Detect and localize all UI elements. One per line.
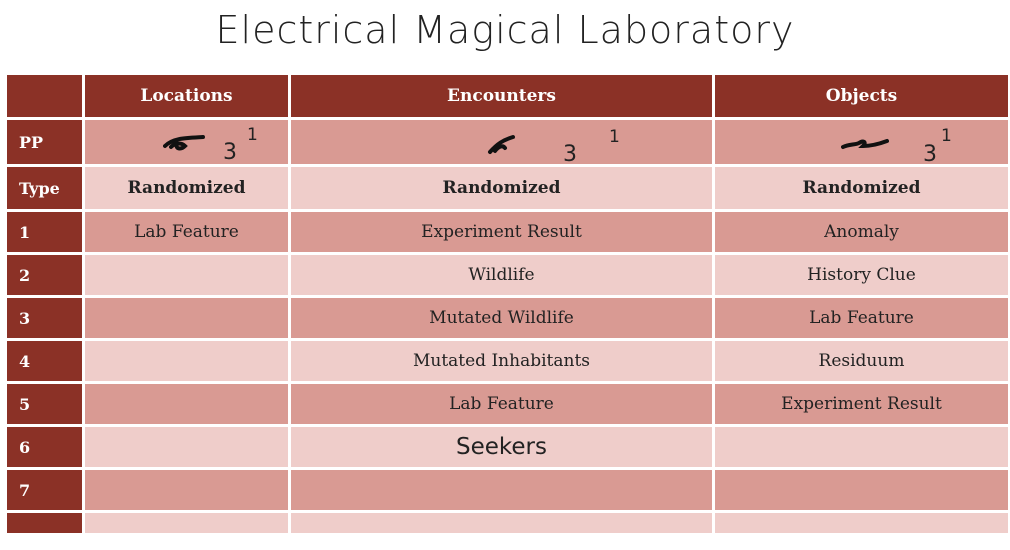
- locations-cell: [84, 512, 290, 535]
- objects-cell: Experiment Result: [714, 383, 1010, 426]
- crossed-out-scribble: [163, 134, 209, 152]
- encounters-header: Encounters: [290, 74, 714, 119]
- table-row: [6, 426, 1010, 469]
- pp-value: 3: [563, 142, 577, 166]
- type-label: Type: [6, 166, 84, 211]
- objects-type-cell: Randomized: [714, 166, 1010, 211]
- row-number: 5: [6, 383, 84, 426]
- pp-row: [6, 119, 1010, 166]
- objects-cell: [714, 469, 1010, 512]
- encounters-type-cell: Randomized: [290, 166, 714, 211]
- header-row: [6, 74, 1010, 119]
- page-title: Electrical Magical Laboratory: [215, 8, 795, 52]
- locations-pp-cell: [84, 119, 290, 166]
- pp-superscript: 1: [609, 127, 620, 147]
- table-row: [6, 297, 1010, 340]
- row-number: 4: [6, 340, 84, 383]
- table-row: [6, 254, 1010, 297]
- table-row: [6, 383, 1010, 426]
- row-number: 3: [6, 297, 84, 340]
- pp-label: PP: [6, 119, 84, 166]
- table-row: [6, 512, 1010, 535]
- type-row: [6, 166, 1010, 211]
- lab-table: [4, 72, 1010, 536]
- objects-cell: [714, 426, 1010, 469]
- objects-cell: History Clue: [714, 254, 1010, 297]
- pp-superscript: 1: [247, 125, 258, 145]
- encounters-pp-cell: [290, 119, 714, 166]
- crossed-out-scribble: [487, 134, 517, 156]
- pp-superscript: 1: [941, 126, 952, 146]
- locations-cell: [84, 297, 290, 340]
- row-number: [6, 512, 84, 535]
- encounters-cell: Wildlife: [290, 254, 714, 297]
- locations-cell: [84, 340, 290, 383]
- locations-cell: [84, 426, 290, 469]
- crossed-out-scribble: [841, 136, 889, 152]
- pp-value: 3: [923, 142, 937, 166]
- locations-cell: [84, 254, 290, 297]
- table-row: [6, 340, 1010, 383]
- row-number: 7: [6, 469, 84, 512]
- locations-cell: [84, 469, 290, 512]
- locations-cell: Lab Feature: [84, 211, 290, 254]
- encounters-cell: Lab Feature: [290, 383, 714, 426]
- row-number: 2: [6, 254, 84, 297]
- objects-pp-cell: [714, 119, 1010, 166]
- locations-cell: [84, 383, 290, 426]
- encounters-cell: Mutated Wildlife: [290, 297, 714, 340]
- row-number: 1: [6, 211, 84, 254]
- encounters-cell: Mutated Inhabitants: [290, 340, 714, 383]
- objects-cell: Residuum: [714, 340, 1010, 383]
- encounters-cell: [290, 512, 714, 535]
- table-row: [6, 211, 1010, 254]
- handwritten-encounter-cell: Seekers: [290, 426, 714, 469]
- objects-cell: Anomaly: [714, 211, 1010, 254]
- encounters-cell: Experiment Result: [290, 211, 714, 254]
- objects-cell: [714, 512, 1010, 535]
- locations-type-cell: Randomized: [84, 166, 290, 211]
- pp-value: 3: [223, 140, 237, 165]
- objects-header: Objects: [714, 74, 1010, 119]
- locations-header: Locations: [84, 74, 290, 119]
- row-number: 6: [6, 426, 84, 469]
- table-row: [6, 469, 1010, 512]
- encounters-cell: [290, 469, 714, 512]
- objects-cell: Lab Feature: [714, 297, 1010, 340]
- corner-header: [6, 74, 84, 119]
